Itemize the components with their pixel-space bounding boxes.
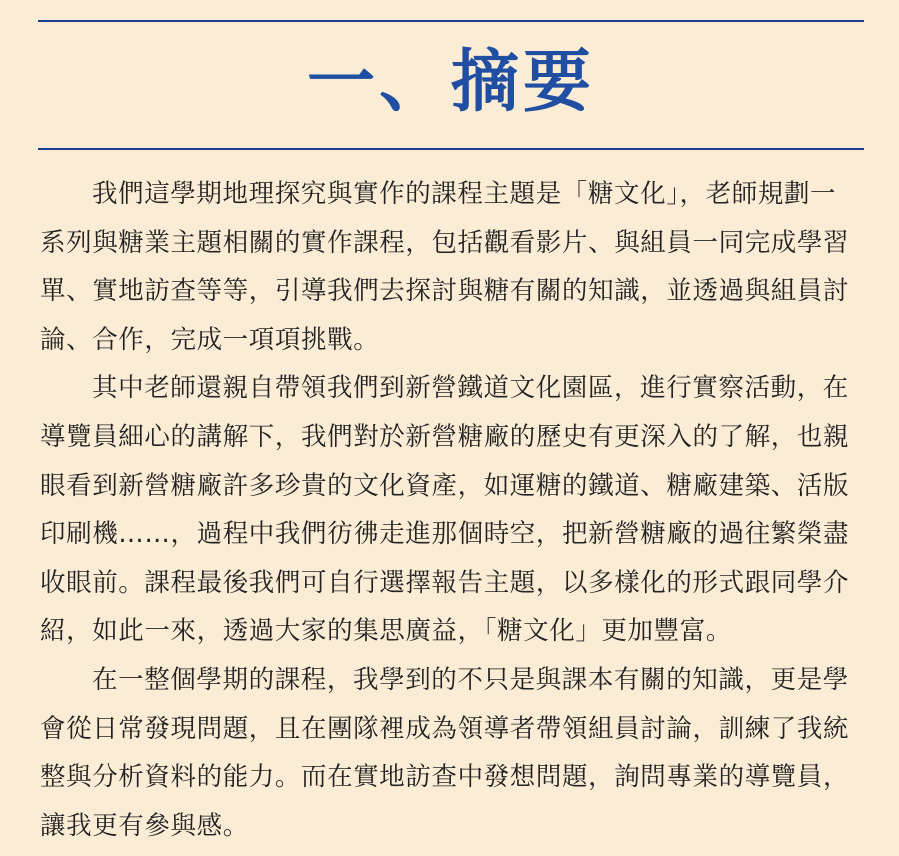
paragraph-reflection: 在一整個學期的課程，我學到的不只是與課本有關的知識，更是學會從日常發現問題，且在團隊裡成為領導者帶領組員討論，訓練了我統整與分析資料的能力。而在實地訪查中發想問題，詢問專業的導覽員，讓我更有參與感。 bbox=[40, 664, 850, 841]
section-title: 一、摘要 bbox=[306, 43, 595, 122]
bottom-divider bbox=[38, 148, 864, 150]
abstract-body bbox=[40, 170, 860, 850]
paragraph-course-overview: 我們這學期地理探究與實作的課程主題是「糖文化」，老師規劃一系列與糖業主題相關的實作課程，包括觀看影片、與組員一同完成學習單、實地訪查等等，引導我們去探討與糖有關的知識，並透過與組員討論、合作，完成一項項挑戰。 bbox=[40, 179, 850, 355]
top-divider bbox=[38, 20, 864, 22]
paragraph-field-trip: 其中老師還親自帶領我們到新營鐵道文化園區，進行實察活動，在導覽員細心的講解下，我們對於新營糖廠的歷史有更深入的了解，也親眼看到新營糖廠許多珍貴的文化資產，如運糖的鐵道、糖廠建築、活版印刷機……，過程中我們彷彿走進那個時空，把新營糖廠的過往繁榮盡收眼前。課程最後我們可自行選擇報告主題，以多樣化的形式跟同學介紹，如此一來，透過大家的集思廣益，「糖文化」更加豐富。 bbox=[40, 373, 850, 647]
